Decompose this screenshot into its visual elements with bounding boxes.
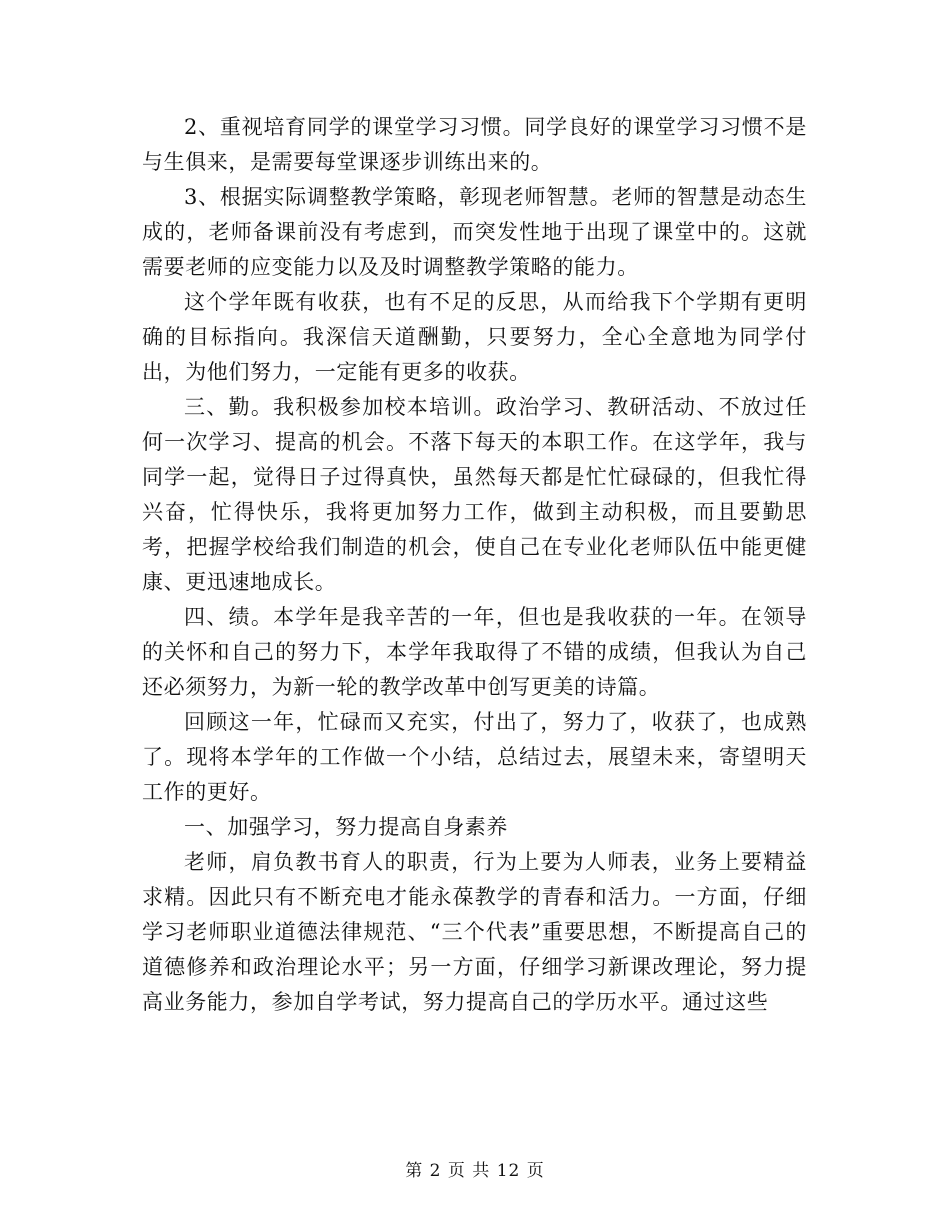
paragraph-strategy: 3、根据实际调整教学策略，彰现老师智慧。老师的智慧是动态生成的，老师备课前没有考虑到，而突发性地于出现了课堂中的。这就需要老师的应变能力以及及时调整教学策略的能力。 xyxy=(142,185,807,279)
section-heading: 一、加强学习，努力提高自身素养 xyxy=(184,815,508,839)
page-number-footer: 第 2 页 共 12 页 xyxy=(405,1161,545,1181)
paragraph-diligence: 三、勤。我积极参加校本培训。政治学习、教研活动、不放过任何一次学习、提高的机会。不落下每天的本职工作。在这学年，我与同学一起，觉得日子过得真快，虽然每天都是忙忙碌碌的，但我忙得兴奋，忙得快乐，我将更加努力工作，做到主动积极，而且要勤思考，把握学校给我们制造的机会，使自己在专业化老师队伍中能更健康、更迅速地成长。 xyxy=(142,395,807,594)
paragraph-reflection: 这个学年既有收获，也有不足的反思，从而给我下个学期有更明确的目标指向。我深信天道酬勤，只要努力，全心全意地为同学付出，为他们努力，一定能有更多的收获。 xyxy=(142,290,807,384)
paragraph-achievement: 四、绩。本学年是我辛苦的一年，但也是我收获的一年。在领导的关怀和自己的努力下，本学年我取得了不错的成绩，但我认为自己还必须努力，为新一轮的教学改革中创写更美的诗篇。 xyxy=(142,605,807,699)
paragraph-review: 回顾这一年，忙碌而又充实，付出了，努力了，收获了，也成熟了。现将本学年的工作做一个小结，总结过去，展望未来，寄望明天工作的更好。 xyxy=(142,710,807,804)
paragraph-habits: 2、重视培育同学的课堂学习习惯。同学良好的课堂学习习惯不是与生俱来，是需要每堂课逐步训练出来的。 xyxy=(142,115,807,174)
paragraph-study: 老师，肩负教书育人的职责，行为上要为人师表，业务上要精益求精。因此只有不断充电才能永葆教学的青春和活力。一方面，仔细学习老师职业道德法律规范、“三个代表”重要思想，不断提高自己的道德修养和政治理论水平；另一方面，仔细学习新课改理论，努力提高业务能力，参加自学考试，努力提高自己的学历水平。通过这些 xyxy=(142,850,807,1014)
document-body xyxy=(142,110,807,1020)
